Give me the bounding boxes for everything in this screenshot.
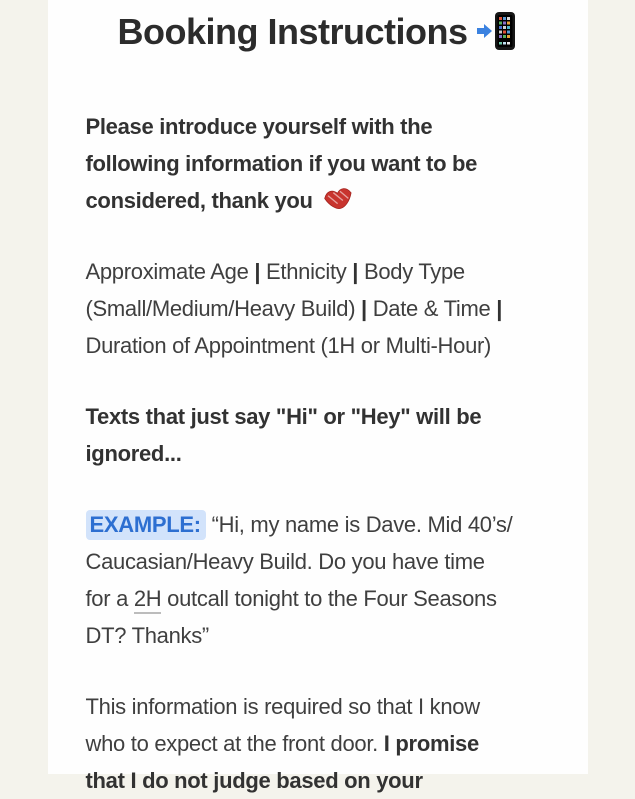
text-run: Texts that just say "Hi" or "Hey" will be	[85, 404, 482, 429]
text-run: |	[352, 259, 359, 284]
text-line	[86, 182, 564, 219]
text-run: DT? Thanks”	[85, 623, 209, 648]
text-run: that I do not judge based on your	[85, 768, 423, 793]
paragraph-closing	[86, 688, 564, 799]
text-line	[86, 398, 564, 435]
paragraph-required-info	[86, 253, 564, 364]
text-run: |	[361, 296, 367, 321]
content-card	[48, 0, 588, 793]
text-run: 2H	[134, 586, 162, 614]
text-run: outcall tonight to the Four Seasons	[161, 586, 497, 611]
text-run: Duration of Appointment (1H or Multi-Hour)	[85, 333, 492, 358]
page-title	[48, 8, 588, 56]
text-line	[86, 506, 564, 543]
text-run: “Hi, my name is Dave. Mid 40’s/	[205, 512, 513, 537]
text-run: Please introduce yourself with the	[85, 114, 433, 139]
text-line	[86, 253, 564, 290]
instructions-body	[48, 108, 588, 799]
text-run: Body Type	[358, 259, 465, 284]
paragraph-example	[86, 506, 564, 654]
text-line	[86, 108, 564, 145]
text-line	[86, 327, 564, 364]
text-run: Caucasian/Heavy Build. Do you have time	[85, 549, 485, 574]
text-run: following information if you want to be	[85, 151, 478, 176]
text-run: Ethnicity	[260, 259, 353, 284]
kiss-mark-emoji-icon	[323, 185, 354, 212]
text-line	[86, 725, 564, 762]
text-run: who to expect at the front door.	[85, 731, 384, 756]
paragraph-intro	[86, 108, 564, 219]
text-run: |	[254, 259, 261, 284]
text-line	[86, 762, 564, 799]
text-run: This information is required so that I know	[85, 694, 480, 719]
text-run: for a	[85, 586, 134, 611]
text-line	[86, 580, 564, 617]
text-line	[86, 688, 564, 725]
text-run: Approximate Age	[85, 259, 255, 284]
paragraph-ignored-warning	[86, 398, 564, 472]
text-line	[86, 543, 564, 580]
text-run: considered, thank you	[85, 188, 319, 213]
text-run: I promise	[383, 731, 479, 756]
text-run: (Small/Medium/Heavy Build)	[85, 296, 362, 321]
page-title-text: Booking Instructions	[117, 11, 468, 52]
text-line	[86, 145, 564, 182]
text-run: Date & Time	[366, 296, 497, 321]
text-line	[86, 290, 564, 327]
text-line	[86, 435, 564, 472]
example-label: EXAMPLE:	[86, 510, 206, 540]
text-run: |	[496, 296, 503, 321]
text-run: ignored...	[85, 441, 182, 466]
text-line	[86, 617, 564, 654]
phone-with-arrow-emoji-icon	[476, 11, 518, 51]
